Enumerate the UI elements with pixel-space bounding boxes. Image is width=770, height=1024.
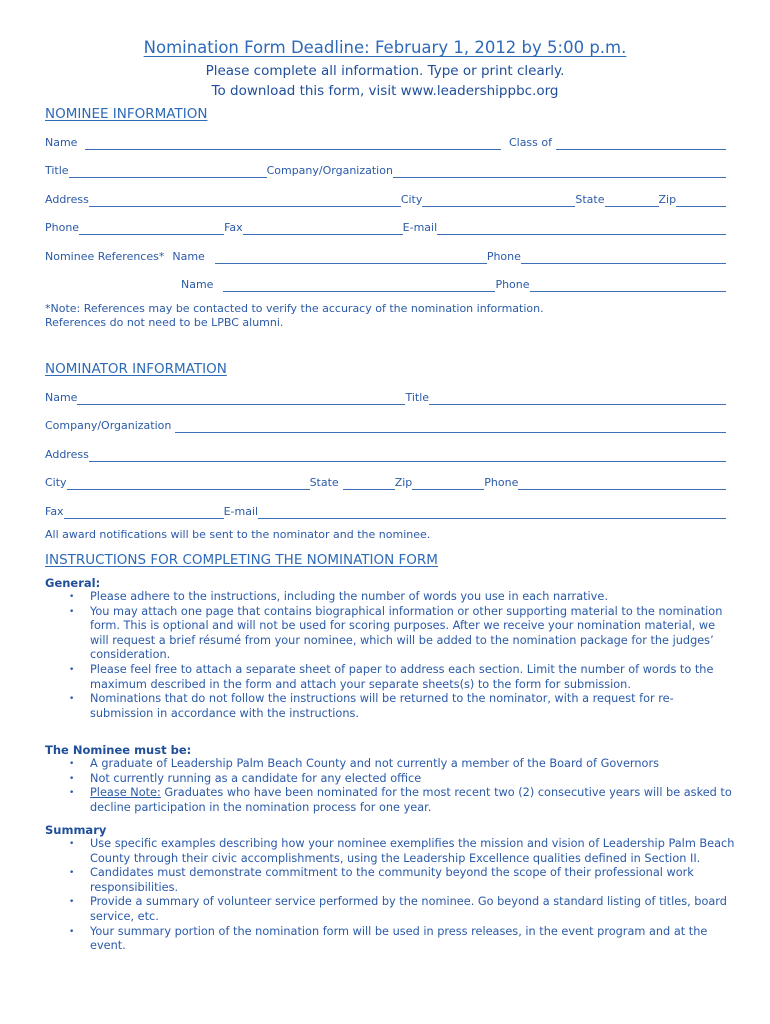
nominator-state-field[interactable] [343,477,395,490]
nominee-class-label: Class of [508,136,552,149]
list-item [45,605,735,663]
nominator-city-label: City [45,476,67,489]
nominator-email-field[interactable] [258,506,726,519]
bullet-icon: • [69,592,75,602]
nominator-section-heading: NOMINATOR INFORMATION [45,361,227,377]
nominee-title-label: Title [45,164,69,177]
general-item-3: Please feel free to attach a separate sheet of paper to address each section. Limit the number of words to the maximum described in the form and attach your separate sheets(s) to the form for submission. [90,662,714,691]
nominator-address-label: Address [45,448,89,461]
general-subheading: General: [45,576,101,590]
nominator-company-row [45,417,726,433]
reference-2-name-label: Name [181,278,214,291]
bullet-icon: • [69,694,75,705]
requirement-item-3: Graduates who have been nominated for the most recent two (2) consecutive years will be asked to decline participation in the nomination process for one year. [90,786,732,814]
references-note-line-1: *Note: References may be contacted to verify the accuracy of the nomination information. [45,302,544,315]
list-item [45,895,735,924]
nominator-name-row [45,389,726,405]
nominee-zip-field[interactable] [676,194,726,207]
requirement-item-1: A graduate of Leadership Palm Beach County and not currently a member of the Board of Governors [90,757,659,770]
summary-item-3: Provide a summary of volunteer service performed by the nominee. Go beyond a standard listing of titles, board service, etc. [90,895,727,923]
reference-1-phone-label: Phone [486,250,521,263]
nominator-name-label: Name [45,391,78,404]
nominee-reference-1-row [45,248,726,264]
nominee-address-label: Address [45,193,89,206]
reference-2-phone-label: Phone [495,278,530,291]
nominee-title-row [45,162,726,178]
reference-2-name-field[interactable] [223,279,495,292]
instructions-section-heading: INSTRUCTIONS FOR COMPLETING THE NOMINATION FORM [45,552,438,568]
general-instructions-list [45,590,735,721]
list-item [45,837,735,866]
reference-1-name-label: Name [172,250,205,263]
list-item [45,786,735,815]
nominee-fax-field[interactable] [243,222,403,235]
nominee-requirements-subheading: The Nominee must be: [45,743,192,757]
nominee-fax-label: Fax [224,221,243,234]
nominator-company-label: Company/Organization [45,419,172,432]
please-note-label: Please Note: [90,786,161,800]
nominee-phone-label: Phone [45,221,80,234]
list-item [45,692,735,721]
nominee-name-label: Name [45,136,78,149]
nominee-phone-row [45,219,726,235]
references-note-line-2: References do not need to be LPBC alumni. [45,316,284,329]
nominator-email-label: E-mail [223,505,259,518]
nominee-references-label: Nominee References* [45,250,165,263]
nominee-city-label: City [400,193,423,206]
nominee-state-field[interactable] [605,194,659,207]
bullet-icon: • [69,759,75,769]
nominator-state-label: State [309,476,339,489]
reference-2-phone-field[interactable] [530,279,726,292]
nominee-zip-label: Zip [658,193,677,206]
nominator-fax-label: Fax [45,505,64,518]
list-item [45,772,735,787]
nominator-name-field[interactable] [77,392,405,405]
nominator-phone-label: Phone [484,476,519,489]
list-item [45,866,735,895]
bullet-icon: • [69,868,75,879]
general-item-2: You may attach one page that contains biographical information or other supporting material to the nomination form. This is optional and will not be used for scoring purposes. After we receive your nomination material, we will request a brief résumé from your nominee, which will be added to the nomination package for the judges’ consideration. [90,604,723,662]
bullet-icon: • [69,897,75,908]
reference-1-name-field[interactable] [215,251,487,264]
form-title: Nomination Form Deadline: February 1, 2012 by 5:00 p.m. [143,38,627,57]
requirement-item-2: Not currently running as a candidate for any elected office [90,771,422,785]
summary-item-2: Candidates must demonstrate commitment to the community beyond the scope of their professional work responsibilities. [90,866,694,894]
nominee-requirements-list [45,757,735,815]
download-line: To download this form, visit www.leadershippbc.org [211,83,559,99]
instructions-line-1: Please complete all information. Type or print clearly. [205,63,565,79]
list-item [45,757,735,772]
nominee-address-field[interactable] [89,194,401,207]
nominator-address-field[interactable] [89,449,726,462]
nominee-address-row [45,191,726,207]
nominee-class-field[interactable] [556,137,726,150]
summary-instructions-list [45,837,735,954]
nominator-address-row [45,446,726,462]
nominator-company-field[interactable] [175,420,726,433]
list-item [45,590,735,605]
references-note [45,302,735,330]
list-item [45,925,735,954]
nominator-title-field[interactable] [429,392,726,405]
nominee-email-label: E-mail [402,221,438,234]
reference-1-phone-field[interactable] [521,251,726,264]
bullet-icon: • [69,839,75,849]
nominee-name-field[interactable] [85,137,501,150]
nominee-title-field[interactable] [69,165,267,178]
nominator-phone-field[interactable] [518,477,726,490]
nominator-city-row [45,474,726,490]
notification-notice: All award notifications will be sent to the nominator and the nominee. [45,528,431,541]
summary-item-4: Your summary portion of the nomination form will be used in press releases, in the event program and at the event. [90,924,708,953]
nominee-phone-field[interactable] [79,222,224,235]
nominator-fax-row [45,503,726,519]
list-item [45,663,735,692]
bullet-icon: • [69,926,75,937]
general-item-1: Please adhere to the instructions, including the number of words you use in each narrative. [90,590,608,603]
bullet-icon: • [69,773,75,784]
general-item-4: Nominations that do not follow the instructions will be returned to the nominator, with a request for re-submission in accordance with the instructions. [90,692,674,720]
nominator-zip-field[interactable] [412,477,484,490]
bullet-icon: • [69,664,75,675]
summary-subheading: Summary [45,823,107,837]
nominee-city-field[interactable] [422,194,575,207]
nominator-fax-field[interactable] [64,506,224,519]
nominee-section-heading: NOMINEE INFORMATION [45,106,208,122]
nominee-reference-2-row [45,276,726,292]
nominee-name-row [45,134,726,150]
nominator-zip-label: Zip [394,476,413,489]
summary-item-1: Use specific examples describing how your nominee exemplifies the mission and vision of Leadership Palm Beach County through their civic accomplishments, using the Leadership Excellence qualities defined in Section II. [90,837,735,865]
nominee-state-label: State [575,193,605,206]
nominee-email-field[interactable] [437,222,726,235]
bullet-icon: • [69,606,75,617]
nominator-title-label: Title [405,391,430,404]
nominee-company-field[interactable] [393,165,726,178]
nominee-company-label: Company/Organization [266,164,393,177]
nominator-city-field[interactable] [67,477,310,490]
bullet-icon: • [69,788,75,799]
